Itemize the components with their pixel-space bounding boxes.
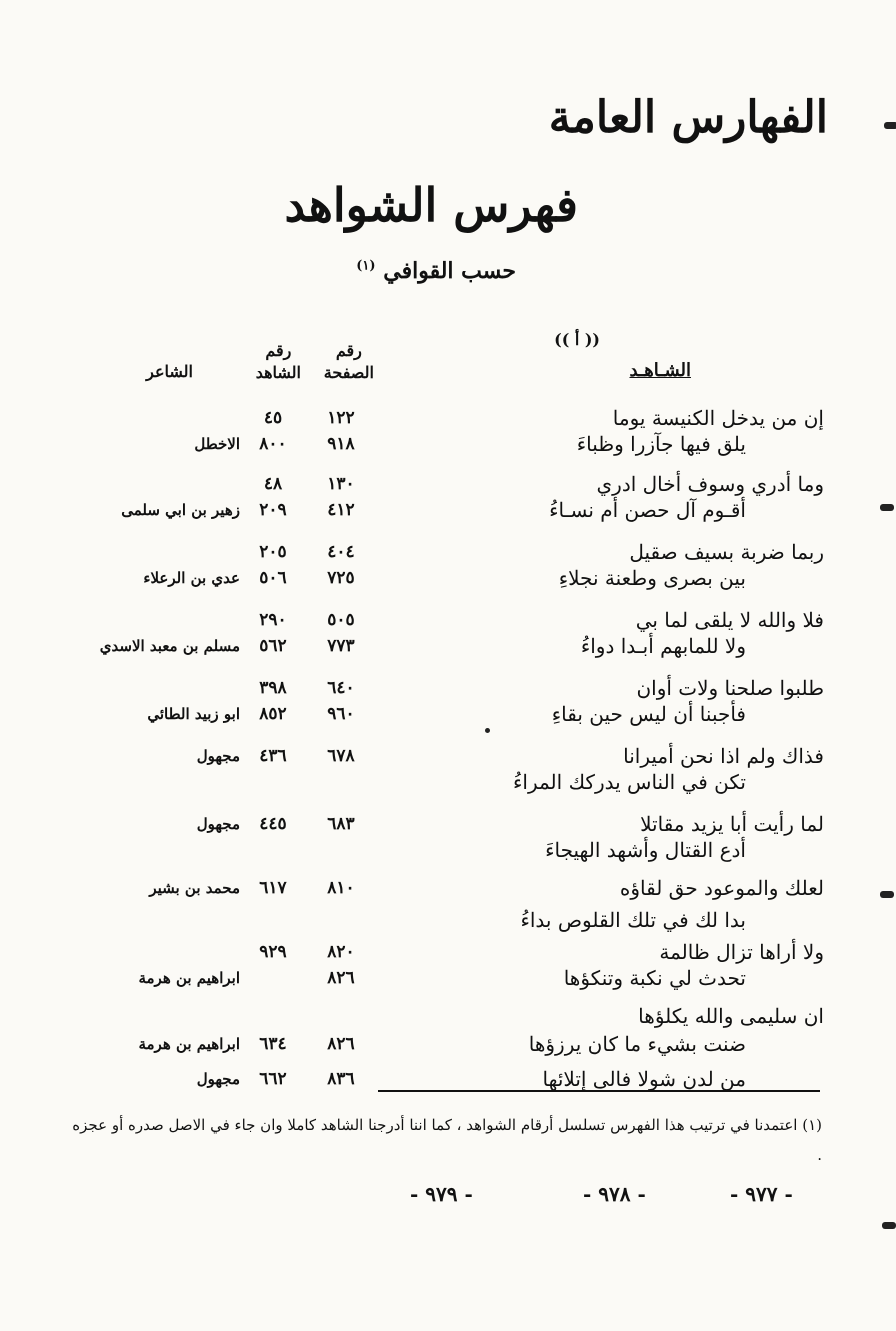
witness-number-cell: ٩٢٩: [259, 942, 287, 962]
page-number-cell: ٩١٨: [327, 434, 355, 454]
verse-text: طلبوا صلحنا ولات أوان: [636, 676, 824, 700]
table-row: [0, 872, 896, 904]
witness-number-cell: ٦٣٤: [259, 1034, 287, 1054]
table-row: [0, 494, 896, 526]
page-number-cell: ٩٦٠: [327, 704, 355, 724]
page-number-cell: ٧٢٥: [327, 568, 355, 588]
verse-text: أدع القتال وأشهد الهيجاءَ: [545, 838, 746, 862]
poet-name-cell: مجهول: [196, 747, 240, 765]
poet-name-cell: مسلم بن معبد الاسدي: [99, 637, 240, 655]
header-line: رقم: [265, 341, 292, 360]
verse-text: تحدث لي نكبة وتنكؤها: [563, 966, 746, 990]
witness-number-cell: ٤٥: [263, 408, 283, 428]
index-title: الفهارس العامة: [548, 92, 828, 143]
section-subtitle: [356, 258, 516, 284]
verse-text: من لدن شولا فالى إتلائها: [542, 1067, 746, 1091]
section-title: فهرس الشواهد: [284, 178, 578, 232]
verse-text: أقـوم آل حصن أم نسـاءُ: [549, 498, 746, 522]
verse-text: إن من يدخل الكنيسة يوما: [612, 406, 824, 430]
poet-name-cell: محمد بن بشير: [149, 879, 240, 897]
poet-name-cell: ابراهيم بن هرمة: [138, 969, 240, 987]
verse-text: بين بصرى وطعنة نجلاءِ: [558, 566, 746, 590]
verse-text: ضنت بشيء ما كان يرزؤها: [528, 1032, 746, 1056]
page-number-cell: ٦٧٨: [327, 746, 355, 766]
poet-name-cell: عدي بن الرعلاء: [143, 569, 240, 587]
verse-text: ولا أراها تزال ظالمة: [659, 940, 824, 964]
verse-text: ان سليمى والله يكلؤها: [638, 1004, 824, 1028]
page-number-column-header: [324, 340, 374, 384]
witness-number-cell: ٥٦٢: [259, 636, 287, 656]
table-row: [0, 562, 896, 594]
page-number-cell: ٧٧٣: [327, 636, 355, 656]
poet-name-cell: الاخطل: [194, 435, 240, 453]
page-number: - ٩٧٨ -: [583, 1182, 646, 1206]
poet-name-cell: مجهول: [196, 1070, 240, 1088]
page-number-cell: ١٢٢: [327, 408, 355, 428]
page-number-cell: ٤١٢: [327, 500, 355, 520]
scan-edge-mark: [882, 1222, 896, 1229]
witness-number-cell: ٤٣٦: [259, 746, 287, 766]
header-line: الصفحة: [323, 363, 374, 382]
witness-number-cell: ٥٠٦: [259, 568, 287, 588]
verse-text: لما رأيت أبا يزيد مقاتلا: [640, 812, 824, 836]
verse-text: يلق فيها جآزرا وظباءَ: [576, 432, 746, 456]
page-number-cell: ٨٢٠: [327, 942, 355, 962]
footnote-separator: [378, 1090, 820, 1092]
poet-name-cell: زهير بن ابي سلمى: [121, 501, 240, 519]
header-line: رقم: [335, 341, 362, 360]
verse-text: لعلك والموعود حق لقاؤه: [619, 876, 824, 900]
table-row: [0, 904, 896, 936]
page-number-cell: ٦٤٠: [327, 678, 355, 698]
letter-heading: (( أ )): [554, 330, 600, 349]
witness-number-cell: ٣٩٨: [259, 678, 287, 698]
witness-number-cell: ٢٠٩: [259, 500, 287, 520]
header-line: الشاهد: [255, 363, 301, 382]
table-row: [0, 962, 896, 994]
page-number: - ٩٧٧ -: [730, 1182, 793, 1206]
verse-text: وما أدري وسوف أخال ادري: [596, 472, 824, 496]
page-number-cell: ٨٢٦: [327, 968, 355, 988]
subtitle-text: حسب القوافي: [383, 258, 516, 284]
witness-number-cell: ٦٦٢: [259, 1069, 287, 1089]
witness-number-cell: ٤٨: [263, 474, 283, 494]
footnote-ref: (١): [356, 258, 376, 274]
poet-column-header: الشاعر: [146, 362, 193, 381]
witness-number-cell: ٨٥٢: [259, 704, 287, 724]
page-number-cell: ٨١٠: [327, 878, 355, 898]
witness-number-column-header: [256, 340, 301, 384]
poet-name-cell: مجهول: [196, 815, 240, 833]
table-row: [0, 698, 896, 730]
witness-number-cell: ٢٠٥: [259, 542, 287, 562]
table-row: [0, 766, 896, 798]
page-number-cell: ٦٨٣: [327, 814, 355, 834]
verse-column-header: الشـاهـد: [629, 360, 691, 381]
verse-text: بدا لك في تلك القلوص بداءُ: [520, 908, 746, 932]
scan-edge-mark: [880, 891, 894, 898]
page-number-cell: ٨٢٦: [327, 1034, 355, 1054]
verse-text: فأجبنا أن ليس حين بقاءِ: [551, 702, 746, 726]
scan-edge-mark: [884, 122, 896, 129]
table-row: [0, 834, 896, 866]
footnote: (١) اعتمدنا في ترتيب هذا الفهرس تسلسل أرقام الشواهد ، كما اننا أدرجنا الشاهد كاملا وان جاء في الاصل صدره أو عجزه .: [72, 1116, 822, 1164]
verse-text: ولا للمابهم أبـدا دواءُ: [580, 634, 746, 658]
verse-text: فذاك ولم اذا نحن أميرانا: [623, 744, 824, 768]
scan-speck: [485, 728, 490, 733]
verse-text: ربما ضربة بسيف صقيل: [629, 540, 824, 564]
witness-number-cell: ٤٤٥: [259, 814, 287, 834]
witness-number-cell: ٨٠٠: [259, 434, 287, 454]
verse-text: فلا والله لا يلقى لما بي: [635, 608, 824, 632]
table-row: [0, 428, 896, 460]
witness-number-cell: ٦١٧: [259, 878, 287, 898]
table-row: [0, 1028, 896, 1060]
table-row: [0, 630, 896, 662]
page-number-cell: ١٣٠: [327, 474, 355, 494]
scan-edge-mark: [880, 504, 894, 511]
page-number-cell: ٥٠٥: [327, 610, 355, 630]
page-number-cell: ٤٠٤: [327, 542, 355, 562]
poet-name-cell: ابراهيم بن هرمة: [138, 1035, 240, 1053]
page-number: - ٩٧٩ -: [410, 1182, 473, 1206]
witness-number-cell: ٢٩٠: [259, 610, 287, 630]
verse-text: تكن في الناس يدركك المراءُ: [513, 770, 746, 794]
poet-name-cell: ابو زبيد الطائي: [147, 705, 240, 723]
page-number-cell: ٨٣٦: [327, 1069, 355, 1089]
